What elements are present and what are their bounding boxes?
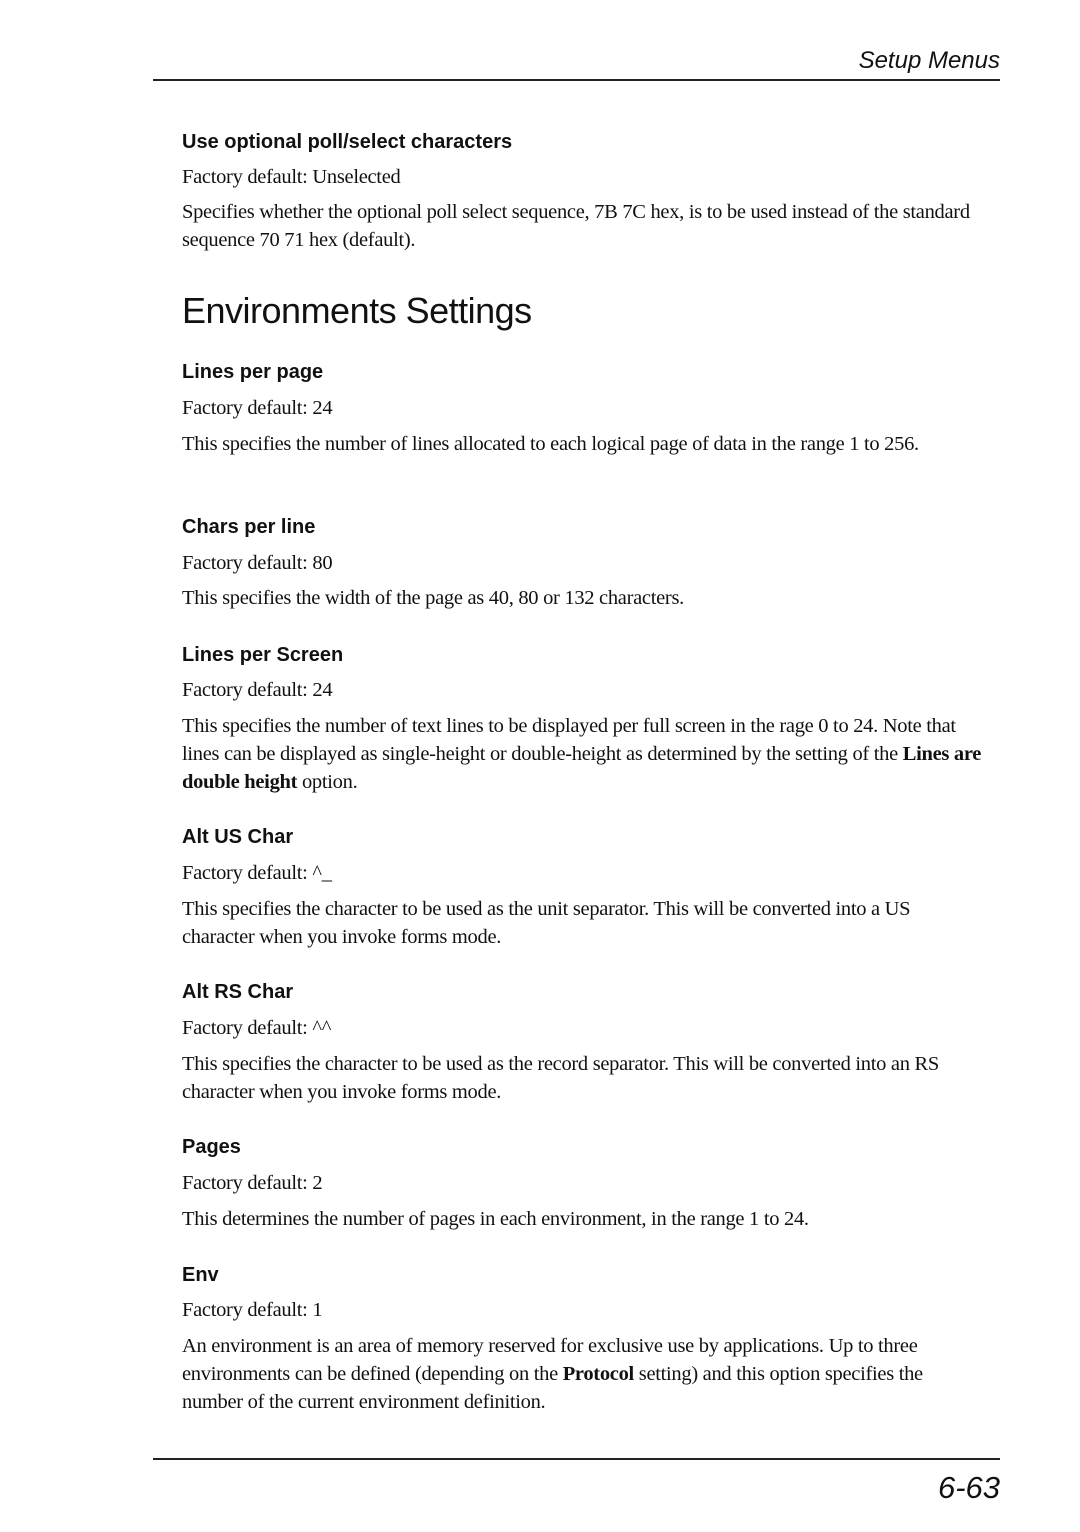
setting-heading: Pages [182,1136,241,1158]
page-number: 6-63 [937,1470,1000,1505]
setting-description [182,712,987,796]
factory-default: Factory default: 1 [182,1299,323,1321]
factory-default: Factory default: 80 [182,552,333,574]
setting-description [182,584,987,612]
setting-heading: Use optional poll/select characters [182,131,513,153]
setting-description [182,1050,987,1106]
setting-heading: Lines per Screen [182,644,344,666]
factory-default: Factory default: Unselected [182,166,401,188]
setting-description [182,1332,987,1416]
bold-term: Protocol [562,1363,634,1385]
setting-description [182,1205,987,1233]
setting-description [182,895,987,951]
footer-rule [153,1458,1000,1460]
description-text: setting) and this option specifies the number of the current environment definition. [182,1363,923,1413]
description-text: This specifies the number of lines allocated to each logical page of data in the range 1 to 256. [182,433,919,455]
description-text: This specifies the number of text lines to be displayed per full screen in the rage 0 to 24. Note that lines can be displayed as single-height or double-height as determined by the setting of the [182,715,956,765]
bold-term: Lines are double height [182,743,982,793]
section-title: Environments Settings [182,290,532,331]
description-text: This specifies the width of the page as 40, 80 or 132 characters. [182,587,684,609]
factory-default: Factory default: 24 [182,679,333,701]
description-text: This determines the number of pages in each environment, in the range 1 to 24. [182,1208,809,1230]
description-text: This specifies the character to be used as the unit separator. This will be converted into a US character when you invoke forms mode. [182,898,911,948]
description-text: option. [297,771,358,793]
factory-default: Factory default: 2 [182,1172,323,1194]
setting-heading: Alt US Char [182,826,294,848]
factory-default: Factory default: 24 [182,397,333,419]
description-text: This specifies the character to be used as the record separator. This will be converted into an RS character when you invoke forms mode. [182,1053,939,1103]
setting-heading: Lines per page [182,361,324,383]
setting-heading: Env [182,1264,219,1286]
header-rule [153,79,1000,81]
running-header: Setup Menus [858,47,1000,74]
setting-heading: Alt RS Char [182,981,294,1003]
setting-description [182,198,987,254]
description-text: Specifies whether the optional poll select sequence, 7B 7C hex, is to be used instead of the standard sequence 70 71 hex (default). [182,201,970,251]
setting-description [182,430,987,458]
factory-default: Factory default: ^_ [182,862,332,884]
setting-heading: Chars per line [182,516,316,538]
description-text: An environment is an area of memory reserved for exclusive use by applications. Up to three environments can be defined (depending on the [182,1335,918,1385]
factory-default: Factory default: ^^ [182,1017,332,1039]
